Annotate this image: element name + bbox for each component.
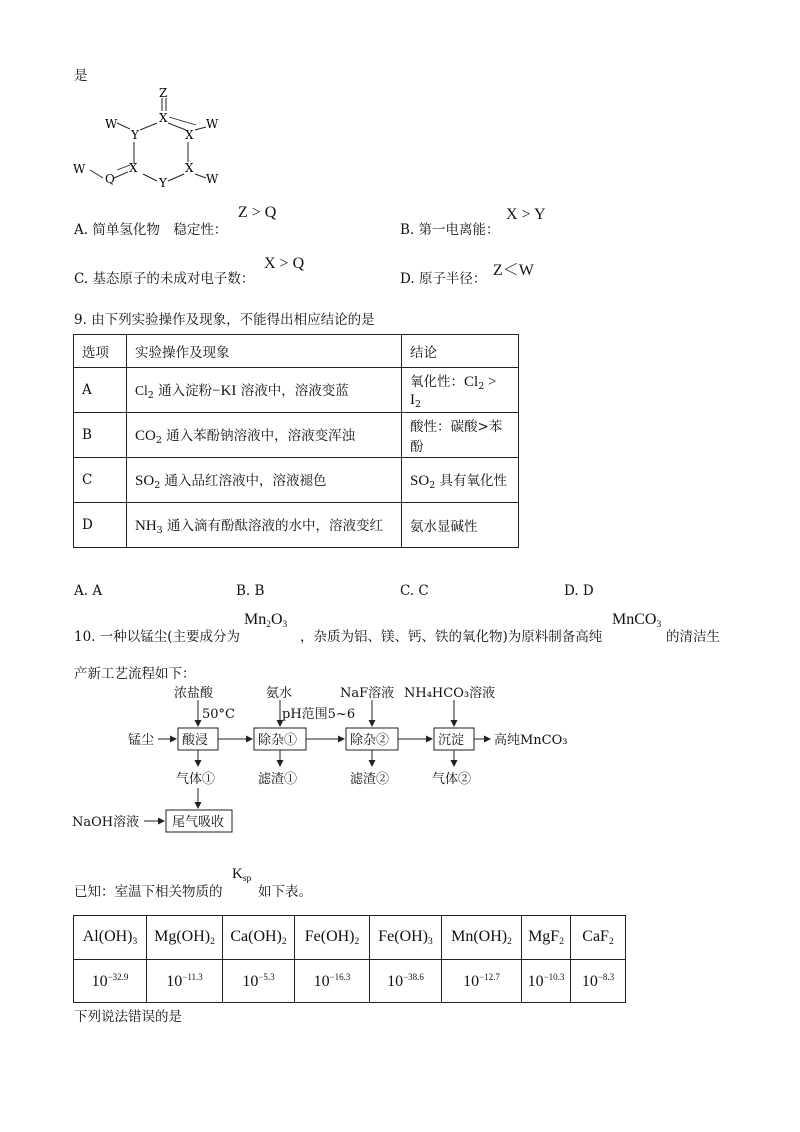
- row-c-operation: $SO_2$ 通入品红溶液中，溶液褪色: [127, 458, 402, 503]
- flow-condition-2: pH范围5~6: [282, 707, 356, 722]
- ksp-name-4: $Fe(OH)_2$: [295, 916, 370, 960]
- q8-option-b-math: X > Y: [506, 206, 546, 223]
- flow-output-3: 滤渣②: [350, 772, 390, 787]
- flow-condition-1: 50°C: [202, 707, 235, 722]
- ksp-value-6: $10^{-12.7}$: [442, 960, 522, 1003]
- header-option: 选项: [74, 335, 127, 368]
- ksp-value-8: $10^{-8.3}$: [571, 960, 626, 1003]
- q10-stem-a: 10. 一种以锰尘(主要成分为: [74, 629, 241, 645]
- atom-x-right1: X: [185, 128, 194, 142]
- atom-x-right2: X: [185, 161, 194, 175]
- row-c-conclusion: $SO_2$ 具有氧化性: [402, 458, 519, 503]
- row-b-option: B: [74, 413, 127, 458]
- table-row: [74, 458, 519, 503]
- flow-absorber-input: NaOH溶液: [72, 815, 140, 830]
- flow-step-3: 除杂②: [350, 733, 390, 748]
- q8-structure-diagram: [70, 86, 230, 196]
- flow-output-2: 滤渣①: [258, 772, 298, 787]
- q10-mn2o3: $Mn_2O_3$: [244, 611, 288, 630]
- q9-answer-d: D. D: [564, 583, 594, 599]
- flow-start: 锰尘: [128, 733, 155, 748]
- flow-input-3: NaF溶液: [340, 686, 395, 701]
- flow-input-1: 浓盐酸: [174, 686, 214, 701]
- atom-x-top: X: [159, 111, 168, 125]
- q8-option-c-math: X > Q: [264, 255, 305, 272]
- row-c-option: C: [74, 458, 127, 503]
- flow-input-4: NH₄HCO₃溶液: [404, 686, 496, 701]
- table-row: [74, 413, 519, 458]
- row-d-conclusion: 氨水显碱性: [402, 503, 519, 548]
- q8-option-c: C. 基态原子的未成对电子数：: [74, 271, 255, 287]
- flow-absorber: 尾气吸收: [172, 815, 225, 830]
- ksp-value-4: $10^{-16.3}$: [295, 960, 370, 1003]
- flow-output-1: 气体①: [176, 772, 216, 787]
- q8-option-b: B. 第一电离能：: [400, 222, 500, 238]
- q10-mnco3: MnCO$_3$: [612, 611, 662, 630]
- atom-y-bottom: Y: [159, 176, 167, 190]
- q10-known-b: 如下表。: [258, 884, 312, 900]
- flow-step-1: 酸浸: [182, 733, 209, 748]
- row-b-operation: $CO_2$ 通入苯酚钠溶液中，溶液变浑浊: [127, 413, 402, 458]
- table-row: [74, 503, 519, 548]
- row-d-operation: $NH_3$ 通入滴有酚酞溶液的水中，溶液变红: [127, 503, 402, 548]
- flow-step-4: 沉淀: [438, 733, 465, 748]
- q8-option-d-math: Z＜W: [493, 262, 534, 279]
- ksp-name-5: $Fe(OH)_3$: [370, 916, 442, 960]
- ksp-value-1: $10^{-32.9}$: [74, 960, 147, 1003]
- table-row: [74, 916, 626, 960]
- q10-ksp: $K_{sp}$: [232, 866, 252, 884]
- q9-table: [73, 334, 519, 548]
- atom-q: Q: [105, 172, 115, 186]
- ksp-name-7: MgF$_2$: [522, 916, 571, 960]
- ksp-table: [73, 915, 626, 1003]
- header-conclusion: 结论: [402, 335, 519, 368]
- q9-answer-b: B. B: [236, 583, 265, 599]
- q10-stem-c: 的清洁生: [666, 629, 720, 645]
- ksp-name-2: $Mg(OH)_2$: [147, 916, 223, 960]
- flow-product: 高纯MnCO₃: [494, 733, 568, 748]
- q10-flow-chart: [70, 684, 590, 844]
- row-b-conclusion: 酸性：碳酸>苯酚: [402, 413, 519, 458]
- table-row: [74, 368, 519, 413]
- ksp-name-6: $Mn(OH)_2$: [442, 916, 522, 960]
- ksp-value-2: $10^{-11.3}$: [147, 960, 223, 1003]
- atom-w-3: W: [206, 172, 219, 186]
- flow-step-2: 除杂①: [258, 733, 298, 748]
- q9-answer-a: A. A: [74, 583, 103, 599]
- table-row: [74, 960, 626, 1003]
- atom-x-left: X: [129, 161, 138, 175]
- q8-option-a-math: Z > Q: [238, 204, 277, 221]
- q8-option-a: A. 简单氢化物 稳定性：: [74, 222, 228, 238]
- atom-w-2: W: [206, 117, 219, 131]
- q10-ask: 下列说法错误的是: [74, 1009, 182, 1025]
- q9-answer-c: C. C: [400, 583, 429, 599]
- ksp-name-3: $Ca(OH)_2$: [223, 916, 295, 960]
- ksp-value-3: $10^{-5.3}$: [223, 960, 295, 1003]
- row-a-option: A: [74, 368, 127, 413]
- row-a-conclusion: 氧化性：$Cl_2 > I_2$: [402, 368, 519, 413]
- q10-stem-d: 产新工艺流程如下：: [74, 666, 196, 682]
- atom-w-4: W: [73, 162, 86, 176]
- table-header-row: [74, 335, 519, 368]
- q8-prefix: 是: [74, 68, 88, 84]
- flow-input-2: 氨水: [266, 686, 293, 701]
- ksp-name-1: $Al(OH)_3$: [74, 916, 147, 960]
- q9-stem: 9. 由下列实验操作及现象，不能得出相应结论的是: [74, 312, 375, 328]
- row-a-operation: $Cl_2$ 通入淀粉−KI 溶液中，溶液变蓝: [127, 368, 402, 413]
- ksp-value-7: $10^{-10.3}$: [522, 960, 571, 1003]
- atom-y-left: Y: [131, 128, 139, 142]
- q10-stem-b: ，杂质为铝、镁、钙、铁的氧化物)为原料制备高纯: [300, 629, 603, 645]
- ksp-value-5: $10^{-38.6}$: [370, 960, 442, 1003]
- row-d-option: D: [74, 503, 127, 548]
- q10-known-a: 已知：室温下相关物质的: [74, 884, 223, 900]
- atom-w-1: W: [105, 117, 118, 131]
- ksp-name-8: CaF$_2$: [571, 916, 626, 960]
- q8-option-d: D. 原子半径：: [400, 271, 487, 287]
- flow-output-4: 气体②: [432, 772, 472, 787]
- atom-z: Z: [159, 86, 168, 100]
- header-operation: 实验操作及现象: [127, 335, 402, 368]
